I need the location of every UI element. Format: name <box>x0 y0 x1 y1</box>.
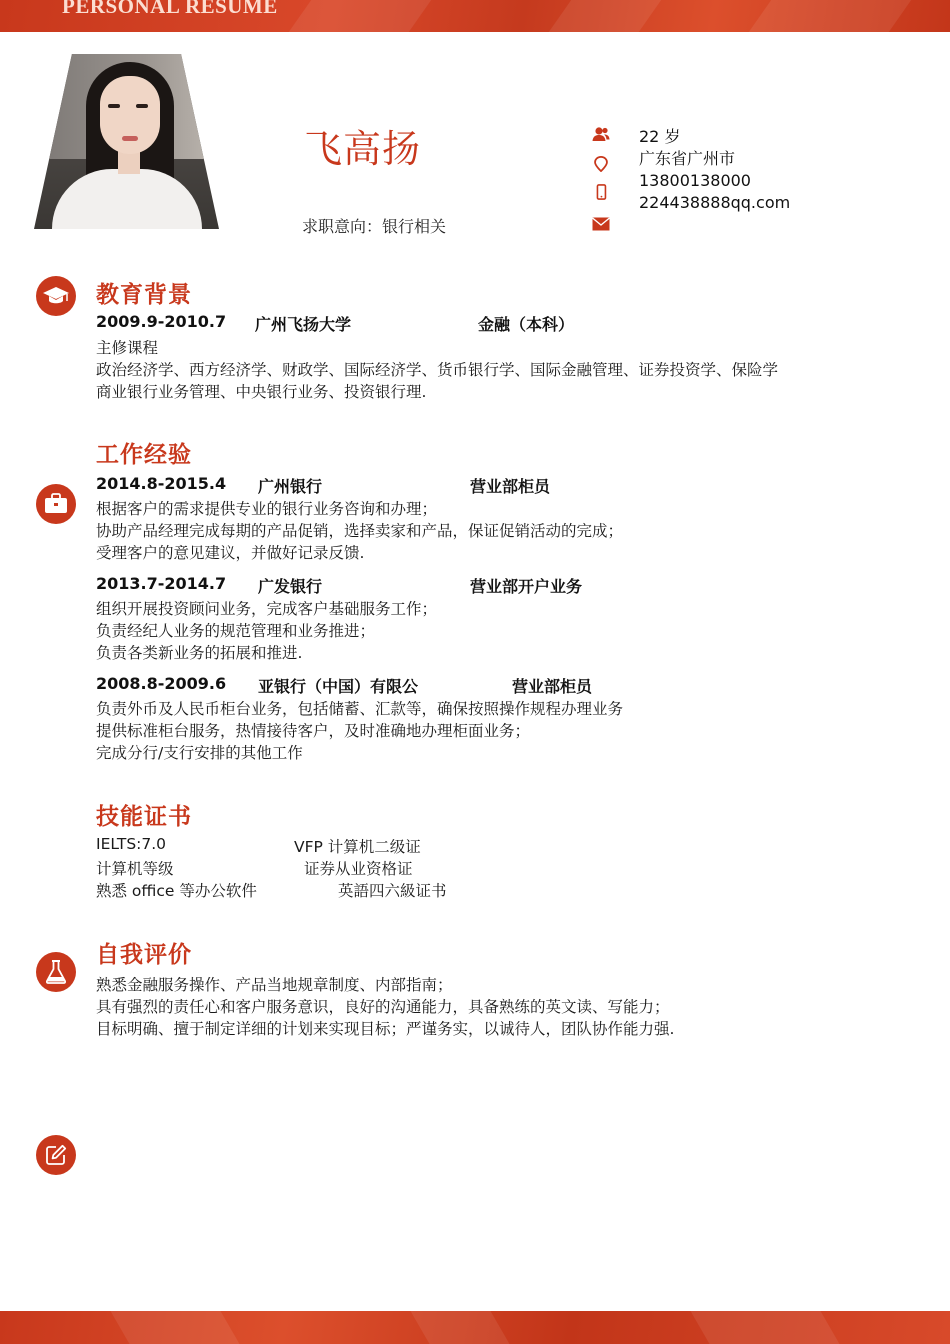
location-icon <box>592 156 610 172</box>
banner-title: PERSONAL RESUME <box>62 0 278 18</box>
skill-item: 熟悉 office 等办公软件 <box>96 882 257 900</box>
contact-email: 224438888qq.com <box>639 193 791 212</box>
job-position: 营业部开户业务 <box>470 577 583 596</box>
courses-line: 商业银行业务管理、中央银行业务、投资银行理. <box>96 383 427 401</box>
job-duty: 完成分行/支行安排的其他工作 <box>96 744 303 762</box>
skill-item: 计算机等级 <box>96 860 174 878</box>
candidate-name: 飞高扬 <box>304 127 422 171</box>
job-duty: 负责经纪人业务的规范管理和业务推进； <box>96 622 376 640</box>
contact-phone: 13800138000 <box>639 171 751 190</box>
flask-icon <box>45 960 67 984</box>
objective-label: 求职意向： <box>302 217 383 236</box>
self-eval-title: 自我评价 <box>96 942 192 968</box>
contact-location: 广东省广州市 <box>639 149 736 168</box>
job-duty: 负责外币及人民币柜台业务，包括储蓄、汇款等，确保按照操作规程办理业务 <box>96 700 624 718</box>
job-duty: 受理客户的意见建议，并做好记录反馈. <box>96 544 365 562</box>
mail-icon <box>592 216 610 232</box>
job-company: 广发银行 <box>258 577 323 596</box>
skill-item: 英語四六級证书 <box>338 882 447 900</box>
job-duty: 组织开展投资顾问业务，完成客户基础服务工作； <box>96 600 438 618</box>
job-duty: 负责各类新业务的拓展和推进. <box>96 644 303 662</box>
education-title: 教育背景 <box>96 282 192 308</box>
job-period: 2008.8-2009.6 <box>96 674 227 693</box>
work-section-icon <box>36 484 76 524</box>
objective-value: 银行相关 <box>382 217 447 236</box>
courses-line: 政治经济学、西方经济学、财政学、国际经济学、货币银行学、国际金融管理、证券投资学、保险学 <box>96 361 779 379</box>
job-duty: 提供标准柜台服务，热情接待客户，及时准确地办理柜面业务； <box>96 722 531 740</box>
job-company: 亚银行（中国）有限公 <box>258 677 419 696</box>
user-icon <box>592 126 610 142</box>
bottom-banner <box>0 1311 950 1344</box>
job-period: 2013.7-2014.7 <box>96 574 227 593</box>
job-duty: 协助产品经理完成每期的产品促销，选择卖家和产品，保证促销活动的完成； <box>96 522 624 540</box>
education-section-icon <box>36 276 76 316</box>
skill-item: 证券从业资格证 <box>304 860 413 878</box>
job-position: 营业部柜员 <box>470 477 551 496</box>
top-banner <box>0 0 950 32</box>
briefcase-icon <box>44 493 68 515</box>
self-eval-section-icon <box>36 952 76 992</box>
edit-section-icon <box>36 1135 76 1175</box>
skill-item: VFP 计算机二级证 <box>294 838 421 856</box>
contact-age: 22 岁 <box>639 127 681 146</box>
education-major: 金融（本科） <box>478 315 575 334</box>
job-company: 广州银行 <box>258 477 323 496</box>
courses-label: 主修课程 <box>96 339 159 357</box>
job-duty: 根据客户的需求提供专业的银行业务咨询和办理； <box>96 500 438 518</box>
job-objective <box>302 214 446 237</box>
job-position: 营业部柜员 <box>512 677 593 696</box>
job-period: 2014.8-2015.4 <box>96 474 227 493</box>
phone-icon <box>592 184 610 200</box>
work-title: 工作经验 <box>96 442 192 468</box>
self-eval-line: 目标明确、擅于制定详细的计划来实现目标；严谨务实，以诚待人，团队协作能力强. <box>96 1020 675 1038</box>
education-period: 2009.9-2010.7 <box>96 312 227 331</box>
skills-title: 技能证书 <box>96 804 192 830</box>
skill-item: IELTS:7.0 <box>96 835 167 853</box>
self-eval-line: 熟悉金融服务操作、产品当地规章制度、内部指南； <box>96 976 453 994</box>
education-school: 广州飞扬大学 <box>255 315 352 334</box>
edit-icon <box>45 1144 67 1166</box>
self-eval-line: 具有强烈的责任心和客户服务意识，良好的沟通能力，具备熟练的英文读、写能力； <box>96 998 670 1016</box>
graduation-cap-icon <box>42 285 70 307</box>
profile-photo <box>34 54 219 229</box>
